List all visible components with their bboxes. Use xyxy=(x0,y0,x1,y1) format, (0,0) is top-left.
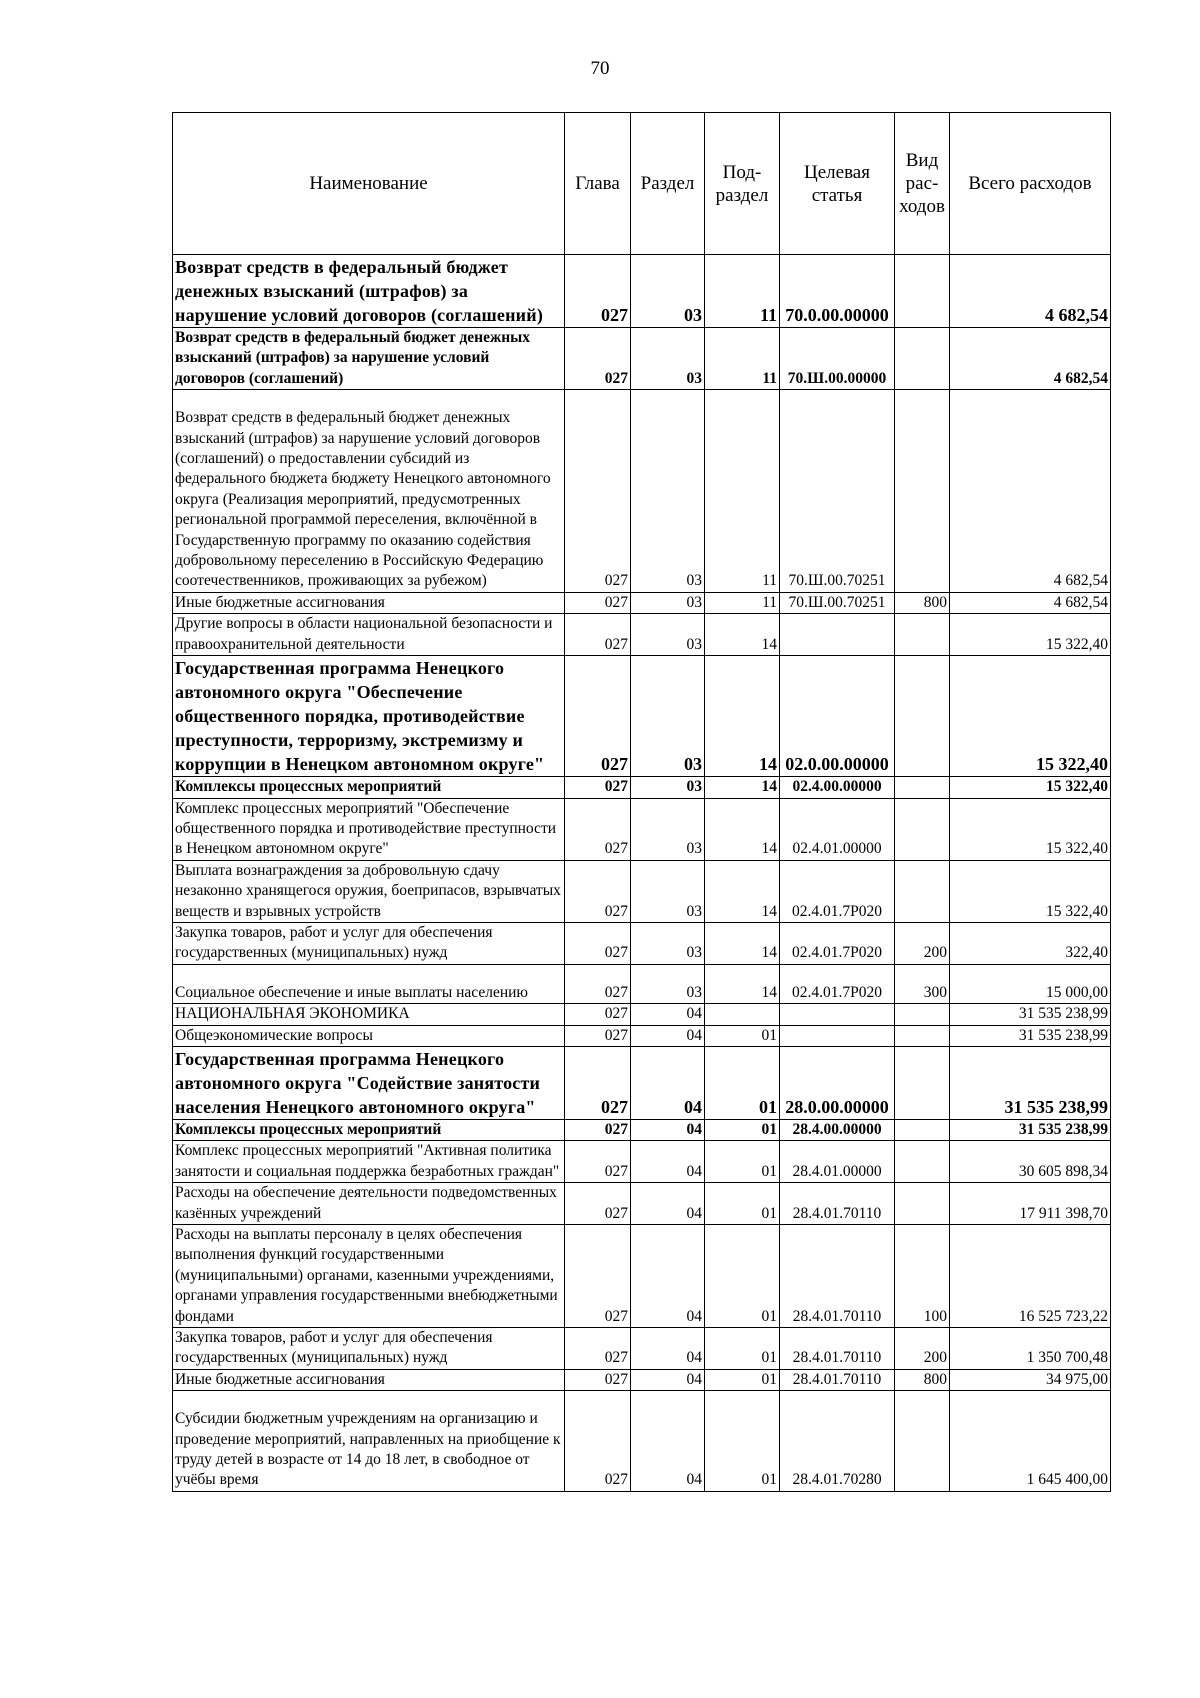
cell-vid: 800 xyxy=(895,592,950,613)
header-celevaya: Целевая статья xyxy=(780,113,895,255)
cell-vsego: 4 682,54 xyxy=(950,328,1111,390)
cell-glava: 027 xyxy=(565,328,631,390)
cell-name: Закупка товаров, работ и услуг для обеспечения государственных (муниципальных) нужд xyxy=(173,1328,565,1370)
cell-celevaya: 28.4.01.70110 xyxy=(780,1369,895,1390)
cell-name: Другие вопросы в области национальной безопасности и правоохранительной деятельности xyxy=(173,614,565,656)
table-row xyxy=(173,1391,1111,1492)
cell-celevaya: 02.4.01.7Р020 xyxy=(780,922,895,964)
cell-vsego: 322,40 xyxy=(950,922,1111,964)
cell-razdel: 03 xyxy=(631,255,705,328)
cell-vsego: 15 322,40 xyxy=(950,860,1111,922)
cell-vsego: 4 682,54 xyxy=(950,390,1111,593)
cell-vsego: 4 682,54 xyxy=(950,255,1111,328)
cell-glava: 027 xyxy=(565,1328,631,1370)
table-row xyxy=(173,1369,1111,1390)
header-name: Наименование xyxy=(173,113,565,255)
cell-glava: 027 xyxy=(565,922,631,964)
cell-podrazdel: 11 xyxy=(705,328,780,390)
cell-podrazdel: 14 xyxy=(705,922,780,964)
cell-glava: 027 xyxy=(565,592,631,613)
cell-vsego: 15 322,40 xyxy=(950,798,1111,860)
table-row xyxy=(173,922,1111,964)
cell-razdel: 04 xyxy=(631,1046,705,1119)
cell-glava: 027 xyxy=(565,798,631,860)
cell-podrazdel: 11 xyxy=(705,390,780,593)
cell-vsego: 31 535 238,99 xyxy=(950,1025,1111,1046)
cell-razdel: 04 xyxy=(631,1141,705,1183)
table-row xyxy=(173,860,1111,922)
table-row xyxy=(173,798,1111,860)
cell-podrazdel: 14 xyxy=(705,614,780,656)
budget-table xyxy=(172,112,1111,1492)
cell-vsego: 31 535 238,99 xyxy=(950,1119,1111,1140)
cell-razdel: 03 xyxy=(631,592,705,613)
cell-razdel: 03 xyxy=(631,860,705,922)
cell-razdel: 04 xyxy=(631,1025,705,1046)
cell-podrazdel: 11 xyxy=(705,255,780,328)
header-glava: Глава xyxy=(565,113,631,255)
cell-podrazdel: 01 xyxy=(705,1328,780,1370)
cell-vid xyxy=(895,860,950,922)
cell-celevaya xyxy=(780,1004,895,1025)
cell-celevaya: 28.4.00.00000 xyxy=(780,1119,895,1140)
cell-celevaya xyxy=(780,614,895,656)
cell-name: Государственная программа Ненецкого автономного округа "Обеспечение общественного порядка, противодействие преступности, терроризму, экстремизму и коррупции в Ненецком автономном округе" xyxy=(173,656,565,777)
cell-name: Расходы на выплаты персоналу в целях обеспечения выполнения функций государственными (муниципальными) органами, казенными учреждениями, органами управления государственными внебюджетными фондами xyxy=(173,1225,565,1328)
cell-name: Субсидии бюджетным учреждениям на организацию и проведение мероприятий, направленных на приобщение к труду детей в возрасте от 14 до 18 лет, в свободное от учёбы время xyxy=(173,1391,565,1492)
cell-celevaya: 70.Ш.00.70251 xyxy=(780,390,895,593)
cell-podrazdel: 14 xyxy=(705,656,780,777)
cell-podrazdel: 11 xyxy=(705,592,780,613)
cell-vid xyxy=(895,777,950,798)
cell-name: Закупка товаров, работ и услуг для обеспечения государственных (муниципальных) нужд xyxy=(173,922,565,964)
page-number: 70 xyxy=(590,58,610,79)
cell-glava: 027 xyxy=(565,777,631,798)
cell-podrazdel: 01 xyxy=(705,1183,780,1225)
cell-razdel: 04 xyxy=(631,1391,705,1492)
cell-podrazdel: 14 xyxy=(705,964,780,1003)
cell-celevaya: 28.4.01.70110 xyxy=(780,1225,895,1328)
cell-glava: 027 xyxy=(565,656,631,777)
cell-podrazdel: 01 xyxy=(705,1141,780,1183)
cell-celevaya: 70.0.00.00000 xyxy=(780,255,895,328)
cell-name: Комплексы процессных мероприятий xyxy=(173,777,565,798)
cell-vid xyxy=(895,390,950,593)
table-row xyxy=(173,656,1111,777)
cell-podrazdel: 01 xyxy=(705,1046,780,1119)
cell-name: Выплата вознаграждения за добровольную сдачу незаконно хранящегося оружия, боеприпасов, взрывчатых веществ и взрывных устройств xyxy=(173,860,565,922)
table-row xyxy=(173,1025,1111,1046)
cell-celevaya: 28.4.01.70110 xyxy=(780,1328,895,1370)
cell-celevaya xyxy=(780,1025,895,1046)
cell-celevaya: 02.4.01.00000 xyxy=(780,798,895,860)
header-podrazdel: Под- раздел xyxy=(705,113,780,255)
cell-name: Иные бюджетные ассигнования xyxy=(173,1369,565,1390)
header-vsego: Всего расходов xyxy=(950,113,1111,255)
cell-vsego: 31 535 238,99 xyxy=(950,1046,1111,1119)
cell-name: Иные бюджетные ассигнования xyxy=(173,592,565,613)
cell-razdel: 04 xyxy=(631,1369,705,1390)
cell-name: Расходы на обеспечение деятельности подведомственных казённых учреждений xyxy=(173,1183,565,1225)
cell-glava: 027 xyxy=(565,255,631,328)
cell-celevaya: 02.0.00.00000 xyxy=(780,656,895,777)
cell-vid xyxy=(895,798,950,860)
cell-celevaya: 28.4.01.70110 xyxy=(780,1183,895,1225)
cell-razdel: 03 xyxy=(631,798,705,860)
cell-razdel: 03 xyxy=(631,328,705,390)
header-vid: Вид рас- ходов xyxy=(895,113,950,255)
cell-name: Возврат средств в федеральный бюджет денежных взысканий (штрафов) за нарушение условий договоров (соглашений) xyxy=(173,328,565,390)
cell-celevaya: 28.4.01.70280 xyxy=(780,1391,895,1492)
header-razdel: Раздел xyxy=(631,113,705,255)
cell-razdel: 04 xyxy=(631,1225,705,1328)
table-row xyxy=(173,1183,1111,1225)
cell-glava: 027 xyxy=(565,1141,631,1183)
cell-vid xyxy=(895,1025,950,1046)
cell-vsego: 4 682,54 xyxy=(950,592,1111,613)
table-row xyxy=(173,1046,1111,1119)
cell-name: Возврат средств в федеральный бюджет денежных взысканий (штрафов) за нарушение условий договоров (соглашений) xyxy=(173,255,565,328)
table-row xyxy=(173,390,1111,593)
table-row xyxy=(173,255,1111,328)
cell-vid xyxy=(895,255,950,328)
cell-vsego: 15 322,40 xyxy=(950,656,1111,777)
cell-name: Социальное обеспечение и иные выплаты населению xyxy=(173,964,565,1003)
cell-vsego: 1 350 700,48 xyxy=(950,1328,1111,1370)
cell-razdel: 03 xyxy=(631,614,705,656)
cell-podrazdel: 01 xyxy=(705,1391,780,1492)
cell-vsego: 34 975,00 xyxy=(950,1369,1111,1390)
cell-glava: 027 xyxy=(565,860,631,922)
cell-celevaya: 28.4.01.00000 xyxy=(780,1141,895,1183)
table-row xyxy=(173,1004,1111,1025)
cell-vid xyxy=(895,328,950,390)
cell-razdel: 03 xyxy=(631,656,705,777)
table-row xyxy=(173,614,1111,656)
cell-celevaya: 70.Ш.00.70251 xyxy=(780,592,895,613)
table-row xyxy=(173,328,1111,390)
cell-razdel: 04 xyxy=(631,1328,705,1370)
cell-vsego: 30 605 898,34 xyxy=(950,1141,1111,1183)
cell-name: Комплекс процессных мероприятий "Обеспечение общественного порядка и противодействие преступности в Ненецком автономном округе" xyxy=(173,798,565,860)
cell-celevaya: 70.Ш.00.00000 xyxy=(780,328,895,390)
cell-glava: 027 xyxy=(565,1004,631,1025)
cell-vsego: 17 911 398,70 xyxy=(950,1183,1111,1225)
cell-glava: 027 xyxy=(565,964,631,1003)
cell-name: Возврат средств в федеральный бюджет денежных взысканий (штрафов) за нарушение условий договоров (соглашений) о предоставлении субсидий из федерального бюджета бюджету Ненецкого автономного округа (Реализация мероприятий, предусмотренных региональной программой переселения, включённой в Государственную программу по оказанию содействия добровольному переселению в Российскую Федерацию соотечественников, проживающих за рубежом) xyxy=(173,390,565,593)
cell-vid: 200 xyxy=(895,922,950,964)
cell-razdel: 04 xyxy=(631,1183,705,1225)
cell-vsego: 15 000,00 xyxy=(950,964,1111,1003)
cell-razdel: 03 xyxy=(631,922,705,964)
cell-celevaya: 28.0.00.00000 xyxy=(780,1046,895,1119)
cell-glava: 027 xyxy=(565,1369,631,1390)
cell-podrazdel: 14 xyxy=(705,798,780,860)
cell-vid: 200 xyxy=(895,1328,950,1370)
cell-glava: 027 xyxy=(565,1025,631,1046)
cell-podrazdel: 01 xyxy=(705,1225,780,1328)
cell-vsego: 15 322,40 xyxy=(950,614,1111,656)
cell-vsego: 15 322,40 xyxy=(950,777,1111,798)
cell-razdel: 04 xyxy=(631,1119,705,1140)
table-row xyxy=(173,1141,1111,1183)
table-row xyxy=(173,964,1111,1003)
cell-razdel: 04 xyxy=(631,1004,705,1025)
cell-celevaya: 02.4.01.7Р020 xyxy=(780,860,895,922)
cell-razdel: 03 xyxy=(631,390,705,593)
cell-name: НАЦИОНАЛЬНАЯ ЭКОНОМИКА xyxy=(173,1004,565,1025)
table-row xyxy=(173,592,1111,613)
table-row xyxy=(173,777,1111,798)
cell-glava: 027 xyxy=(565,390,631,593)
cell-glava: 027 xyxy=(565,614,631,656)
cell-vsego: 31 535 238,99 xyxy=(950,1004,1111,1025)
cell-vid xyxy=(895,614,950,656)
table-header-row xyxy=(173,113,1111,255)
cell-name: Государственная программа Ненецкого автономного округа "Содействие занятости населения Ненецкого автономного округа" xyxy=(173,1046,565,1119)
table-body xyxy=(173,255,1111,1492)
cell-vid: 300 xyxy=(895,964,950,1003)
cell-razdel: 03 xyxy=(631,964,705,1003)
cell-vid: 800 xyxy=(895,1369,950,1390)
cell-name: Комплексы процессных мероприятий xyxy=(173,1119,565,1140)
cell-vid xyxy=(895,1183,950,1225)
table-row xyxy=(173,1225,1111,1328)
cell-glava: 027 xyxy=(565,1391,631,1492)
cell-vsego: 1 645 400,00 xyxy=(950,1391,1111,1492)
cell-glava: 027 xyxy=(565,1225,631,1328)
cell-vid: 100 xyxy=(895,1225,950,1328)
table-row xyxy=(173,1119,1111,1140)
cell-celevaya: 02.4.00.00000 xyxy=(780,777,895,798)
cell-name: Комплекс процессных мероприятий "Активная политика занятости и социальная поддержка безработных граждан" xyxy=(173,1141,565,1183)
table-row xyxy=(173,1328,1111,1370)
cell-podrazdel: 14 xyxy=(705,860,780,922)
cell-vid xyxy=(895,1141,950,1183)
cell-celevaya: 02.4.01.7Р020 xyxy=(780,964,895,1003)
cell-vid xyxy=(895,656,950,777)
cell-vsego: 16 525 723,22 xyxy=(950,1225,1111,1328)
cell-glava: 027 xyxy=(565,1119,631,1140)
cell-glava: 027 xyxy=(565,1046,631,1119)
cell-vid xyxy=(895,1119,950,1140)
cell-podrazdel: 01 xyxy=(705,1119,780,1140)
cell-podrazdel xyxy=(705,1004,780,1025)
cell-podrazdel: 01 xyxy=(705,1369,780,1390)
cell-vid xyxy=(895,1391,950,1492)
cell-name: Общеэкономические вопросы xyxy=(173,1025,565,1046)
cell-podrazdel: 14 xyxy=(705,777,780,798)
cell-vid xyxy=(895,1004,950,1025)
cell-razdel: 03 xyxy=(631,777,705,798)
cell-vid xyxy=(895,1046,950,1119)
cell-podrazdel: 01 xyxy=(705,1025,780,1046)
cell-glava: 027 xyxy=(565,1183,631,1225)
